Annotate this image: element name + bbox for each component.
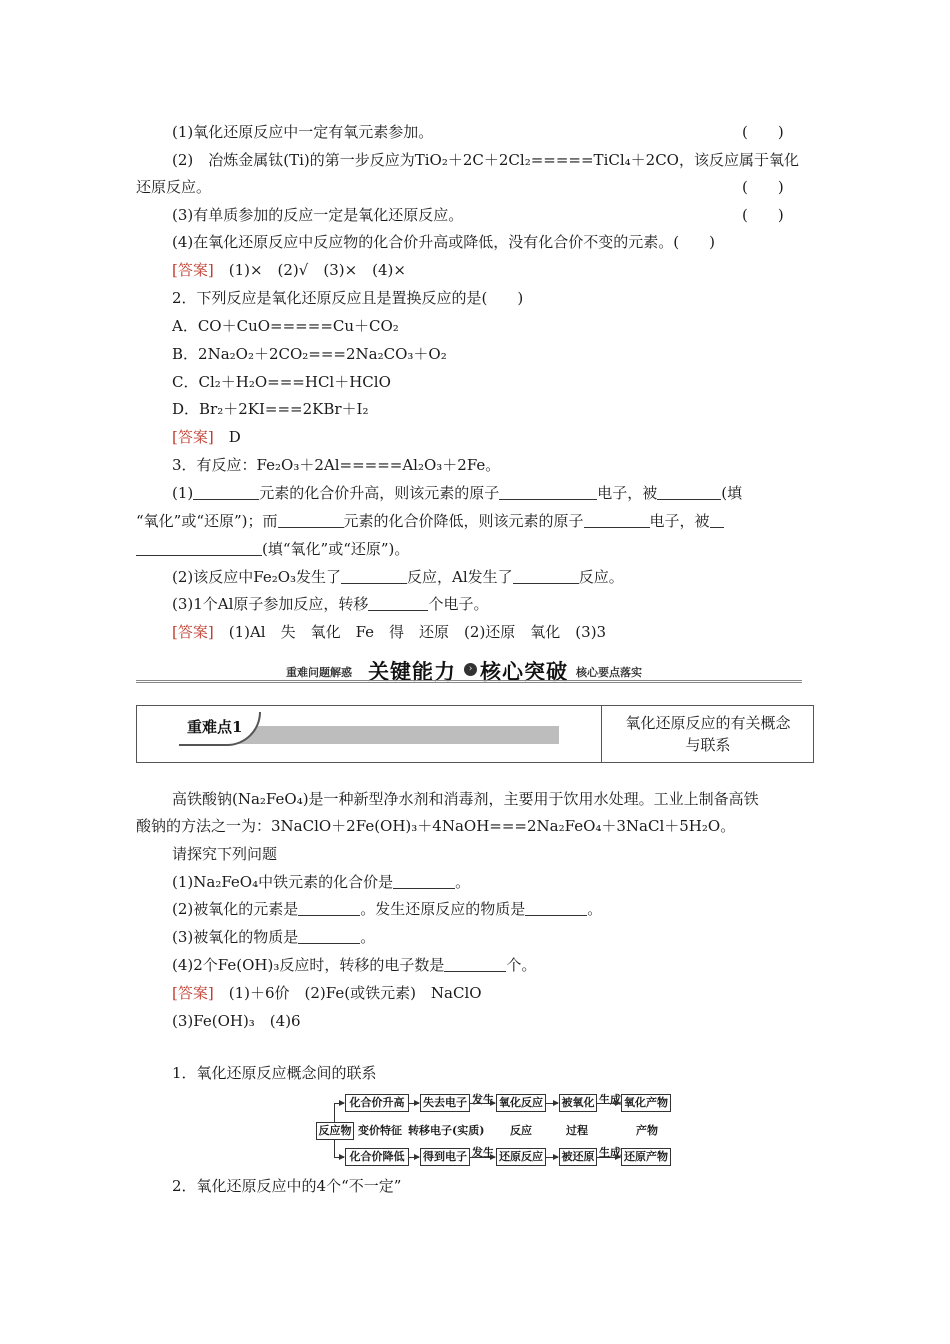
diagram-top-box-5: 氧化产物: [621, 1094, 671, 1112]
text: (1)Na₂FeO₄中铁元素的化合价是: [172, 873, 394, 891]
fill-blank: [584, 513, 650, 528]
answer-text: D: [213, 428, 241, 446]
passage-line-1: 高铁酸钠(Na₂FeO₄)是一种新型净水剂和消毒剂，主要用于饮用水处理。工业上制备高铁: [172, 790, 759, 808]
diagram-mid-label-3: 反应: [510, 1124, 532, 1137]
arrow: [597, 1103, 620, 1104]
passage-sub-4: [172, 955, 536, 975]
answer-tag: [答案]: [172, 261, 214, 279]
diagram-top-box-2: 失去电子: [420, 1094, 470, 1112]
banner-title-2: 核心突破: [480, 659, 568, 684]
keypoint-tag: 重难点1: [187, 718, 243, 736]
keypoint-title-line-1: 氧化还原反应的有关概念: [625, 714, 791, 732]
fill-blank: [368, 596, 428, 611]
text: 。: [587, 900, 603, 918]
q2-answer: [172, 427, 241, 447]
passage-sub-2: [172, 899, 602, 919]
fill-blank: [278, 513, 344, 528]
text: (2)该反应中Fe₂O₃发生了: [172, 568, 342, 586]
diagram-bottom-box-4: 被还原: [559, 1148, 597, 1166]
arrow: [546, 1103, 558, 1104]
text: 电子，被: [649, 512, 710, 530]
diagram-reactant-box: 反应物: [316, 1122, 354, 1140]
text: 个电子。: [428, 595, 489, 613]
q3-line-3: [136, 539, 409, 559]
q1-item-4: (4)在氧化还原反应中反应物的化合价升高或降低，没有化合价不变的元素。( ): [172, 233, 715, 251]
q2-option-c: C．Cl₂＋H₂O===HCl＋HClO: [172, 373, 391, 391]
text: 反应，Al发生了: [407, 568, 513, 586]
passage-sub-3: [172, 927, 375, 947]
fill-blank: [444, 957, 506, 972]
section-banner: [136, 654, 802, 686]
banner-right-text: 核心要点落实: [576, 666, 642, 679]
q2-option-a: A．CO＋CuO=====Cu＋CO₂: [172, 317, 399, 335]
diagram-mid-label-2: 转移电子(实质): [408, 1124, 485, 1137]
diagram-bottom-label-1: 发生: [472, 1146, 494, 1159]
q1-item-1: (1)氧化还原反应中一定有氧元素参加。: [172, 123, 434, 141]
q1-item-3: (3)有单质参加的反应一定是氧化还原反应。: [172, 206, 464, 224]
arrow: [334, 1157, 344, 1158]
text: 。: [360, 928, 376, 946]
fill-blank: [525, 901, 587, 916]
fill-blank: [298, 901, 360, 916]
arrow: [597, 1157, 620, 1158]
q3-line-5: [172, 594, 488, 614]
text: “氧化”或“还原”)；而: [136, 512, 278, 530]
q1-item-2: (2) 冶炼金属钛(Ti)的第一步反应为TiO₂＋2C＋2Cl₂=====TiCl₄＋2CO，该反应属于氧化: [172, 151, 799, 169]
keypoint-box: [136, 705, 814, 763]
divider: [601, 706, 602, 762]
fill-blank: [341, 569, 407, 584]
banner-left-text: 重难问题解惑: [286, 666, 352, 679]
q3-line-4: [172, 567, 624, 587]
text: (填“氧化”或“还原”)。: [262, 540, 410, 558]
arrow: [334, 1103, 344, 1104]
diagram-bottom-label-2: 生成: [599, 1146, 621, 1159]
fill-blank: [710, 513, 724, 528]
text: 电子，被: [597, 484, 658, 502]
q1-item-3-paren: ( ): [742, 206, 784, 224]
section-heading-1: 1．氧化还原反应概念间的联系: [172, 1064, 377, 1082]
answer-text: (1)＋6价 (2)Fe(或铁元素) NaClO: [213, 984, 482, 1002]
fill-blank: [136, 541, 262, 556]
diagram-mid-label-5: 产物: [636, 1124, 658, 1137]
connector: [334, 1140, 335, 1157]
fill-blank: [393, 874, 455, 889]
text: 元素的化合价升高，则该元素的原子: [259, 484, 500, 502]
diagram-mid-label-1: 变价特征: [358, 1124, 402, 1137]
text: 反应。: [578, 568, 624, 586]
diagram-top-box-1: 化合价升高: [345, 1094, 409, 1112]
text: (1): [172, 484, 194, 502]
q1-item-1-paren: ( ): [742, 123, 784, 141]
connector: [334, 1103, 335, 1122]
fill-blank: [298, 929, 360, 944]
text: (4)2个Fe(OH)₃反应时，转移的电子数是: [172, 956, 445, 974]
keypoint-title-line-2: 与联系: [685, 736, 731, 754]
banner-rule: [136, 680, 802, 683]
passage-answer-2: (3)Fe(OH)₃ (4)6: [172, 1012, 301, 1030]
answer-text: (1)Al 失 氧化 Fe 得 还原 (2)还原 氧化 (3)3: [213, 623, 607, 641]
q3-line-1: [172, 483, 742, 503]
section-heading-2: 2．氧化还原反应中的4个“不一定”: [172, 1177, 402, 1195]
keypoint-title: [613, 712, 803, 756]
diagram-bottom-box-5: 还原产物: [621, 1148, 671, 1166]
diagram-top-box-4: 被氧化: [559, 1094, 597, 1112]
answer-tag: [答案]: [172, 428, 214, 446]
fill-blank: [499, 485, 597, 500]
diagram-bottom-box-1: 化合价降低: [345, 1148, 409, 1166]
passage-prompt: 请探究下列问题: [172, 845, 278, 863]
concept-flow-diagram: [314, 1093, 674, 1169]
diagram-bottom-box-2: 得到电子: [420, 1148, 470, 1166]
text: (填: [721, 484, 743, 502]
fill-blank: [657, 485, 721, 500]
q3-answer: [172, 622, 606, 642]
diagram-bottom-box-3: 还原反应: [496, 1148, 546, 1166]
q2-option-d: D．Br₂＋2KI===2KBr＋I₂: [172, 400, 369, 418]
q2-option-b: B．2Na₂O₂＋2CO₂===2Na₂CO₃＋O₂: [172, 345, 447, 363]
passage-answer: [172, 983, 482, 1003]
text: (3)1个Al原子参加反应，转移: [172, 595, 369, 613]
answer-tag: [答案]: [172, 984, 214, 1002]
chevron-right-icon: ›: [464, 663, 477, 676]
q3-stem: 3．有反应：Fe₂O₃＋2Al=====Al₂O₃＋2Fe。: [172, 456, 501, 474]
passage-line-2: 酸钠的方法之一为：3NaClO＋2Fe(OH)₃＋4NaOH===2Na₂FeO₄＋3NaCl＋5H₂O。: [136, 817, 736, 835]
answer-tag: [答案]: [172, 623, 214, 641]
q1-answer: [172, 260, 406, 280]
text: 个。: [506, 956, 537, 974]
answer-text: (1)× (2)√ (3)× (4)×: [213, 261, 406, 279]
text: 元素的化合价降低，则该元素的原子: [343, 512, 584, 530]
q2-stem: 2．下列反应是氧化还原反应且是置换反应的是( ): [172, 289, 524, 307]
text: 。发生还原反应的物质是: [360, 900, 526, 918]
arrow: [470, 1103, 495, 1104]
q1-item-2-paren: ( ): [742, 178, 784, 196]
q1-item-2-cont: 还原反应。: [136, 178, 212, 196]
diagram-top-box-3: 氧化反应: [496, 1094, 546, 1112]
arrow: [470, 1157, 495, 1158]
banner-title-1: 关键能力: [368, 659, 456, 684]
diagram-mid-label-4: 过程: [566, 1124, 588, 1137]
arrow: [409, 1157, 419, 1158]
diagram-top-label-1: 发生: [472, 1093, 494, 1106]
text: (2)被氧化的元素是: [172, 900, 299, 918]
arrow: [409, 1103, 419, 1104]
text: (3)被氧化的物质是: [172, 928, 299, 946]
passage-sub-1: [172, 872, 470, 892]
diagram-top-label-2: 生成: [599, 1093, 621, 1106]
text: 。: [455, 873, 471, 891]
fill-blank: [513, 569, 579, 584]
arrow: [546, 1157, 558, 1158]
q3-line-2: [136, 511, 724, 531]
fill-blank: [193, 485, 259, 500]
